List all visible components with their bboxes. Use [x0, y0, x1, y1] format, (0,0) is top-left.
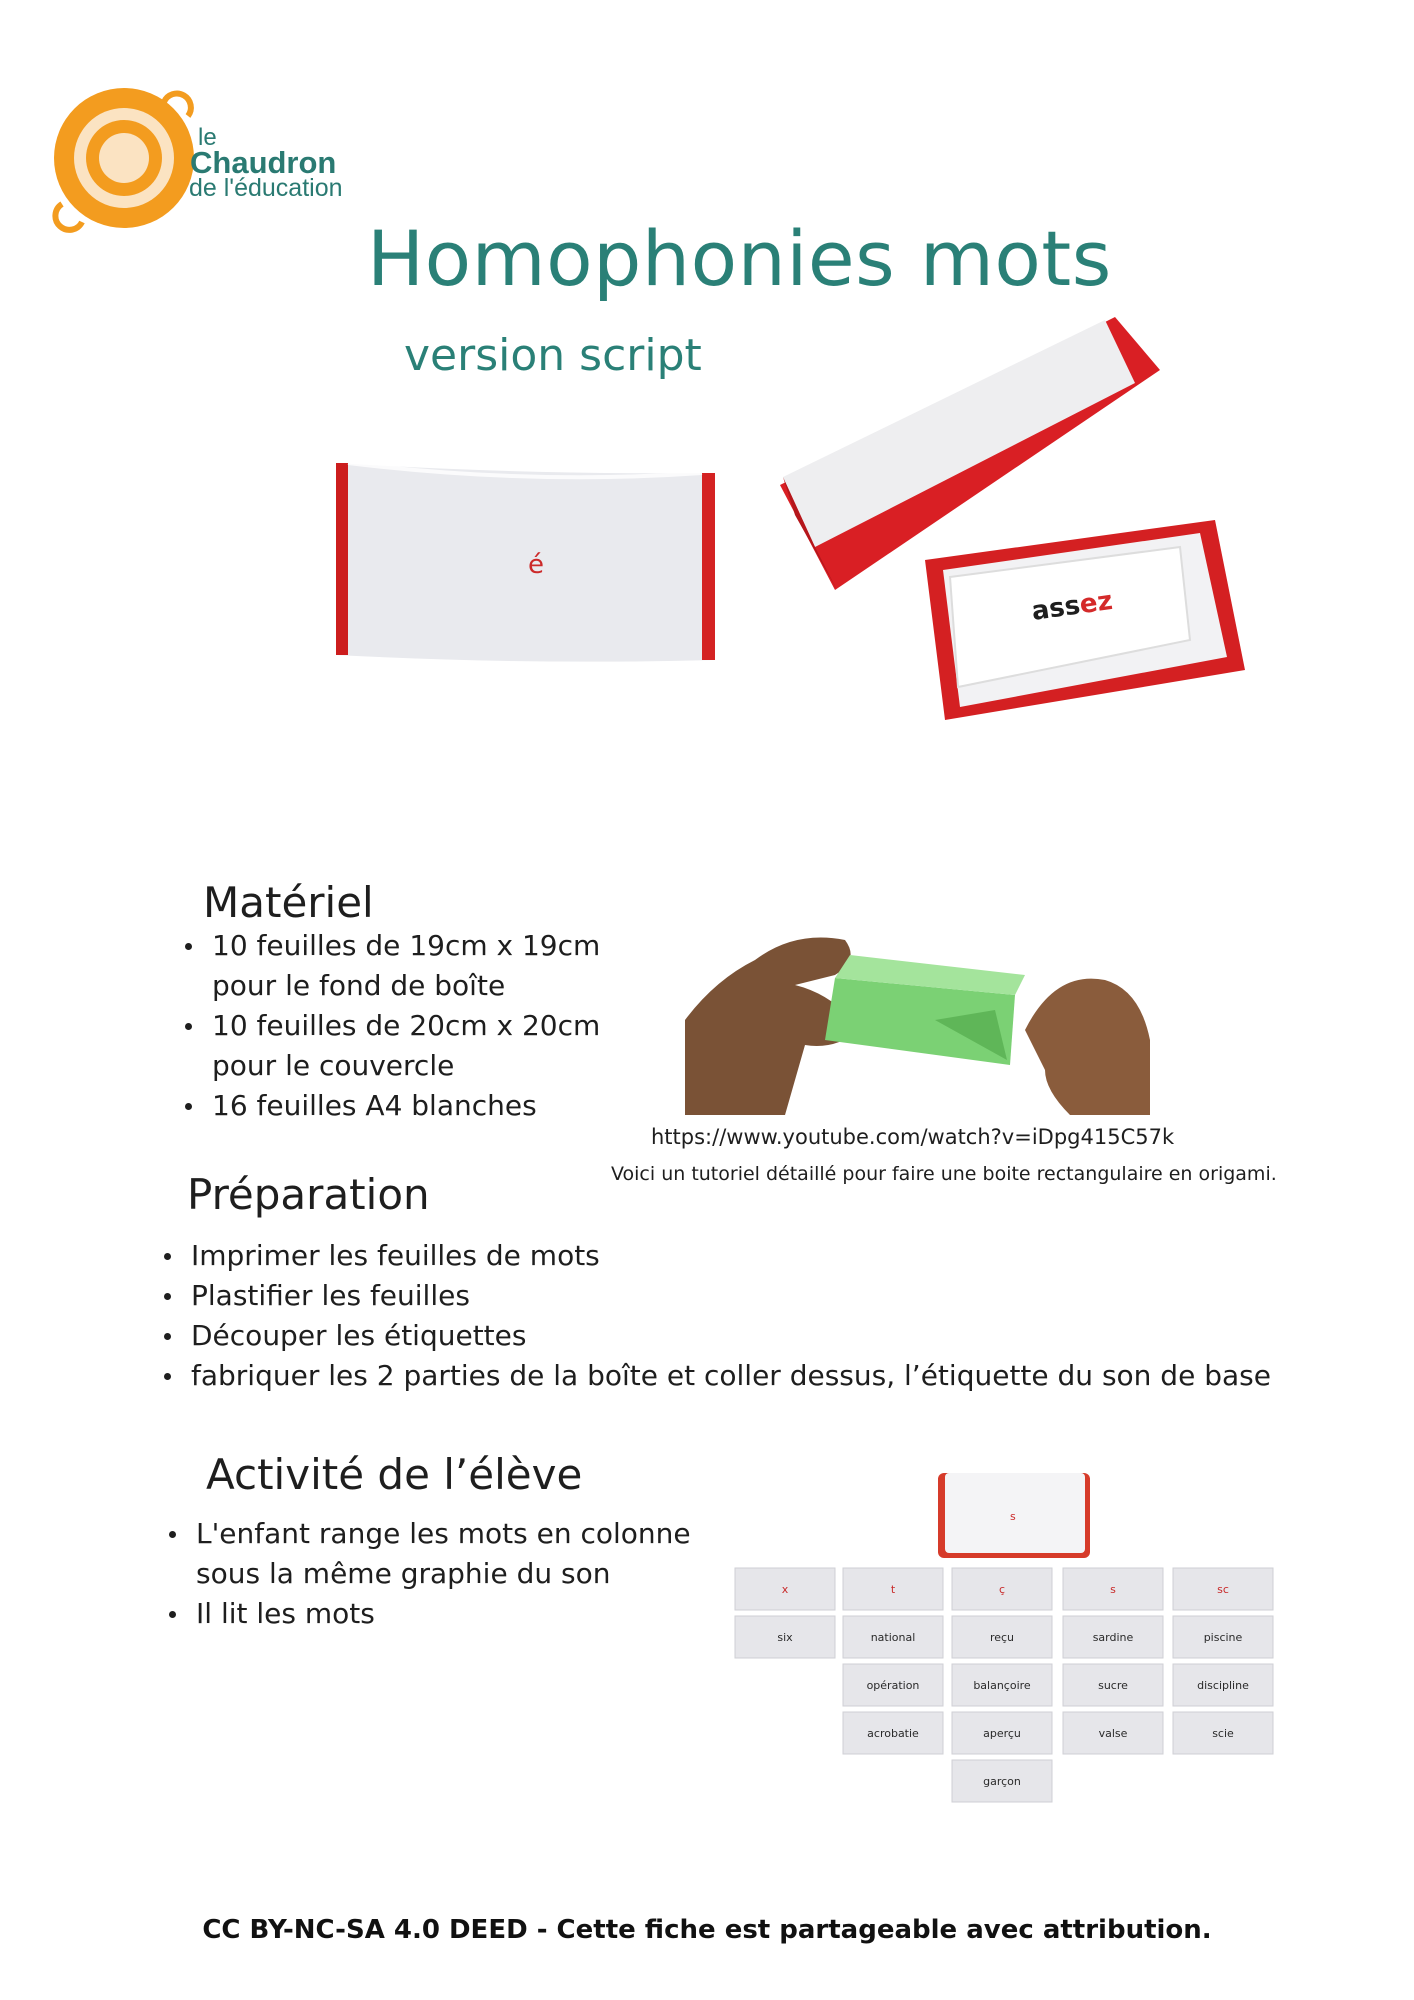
header-card	[1173, 1568, 1273, 1610]
page-title: Homophonies mots	[367, 214, 1112, 303]
header-card	[1063, 1568, 1163, 1610]
materiel-title: Matériel	[203, 878, 374, 927]
header-card	[843, 1568, 943, 1610]
list-item: Il lit les mots	[196, 1594, 716, 1634]
card-word: valse	[1098, 1727, 1128, 1740]
preparation-title: Préparation	[187, 1170, 430, 1219]
card-word: s	[1110, 1583, 1116, 1596]
card-word: balançoire	[973, 1679, 1031, 1692]
header-card	[952, 1568, 1052, 1610]
activite-list	[196, 1514, 716, 1634]
card-word-red: ez	[1077, 585, 1115, 621]
list-item: fabriquer les 2 parties de la boîte et coller dessus, l’étiquette du son de base	[191, 1356, 1291, 1396]
word-card	[1063, 1664, 1163, 1706]
card-word: sucre	[1098, 1679, 1128, 1692]
word-card	[952, 1616, 1052, 1658]
card-word: scie	[1212, 1727, 1234, 1740]
header-card	[735, 1568, 835, 1610]
logo-line-le: le	[198, 124, 217, 151]
card-word-black: ass	[1029, 590, 1083, 627]
word-card	[1063, 1616, 1163, 1658]
word-card	[1173, 1664, 1273, 1706]
list-item: Imprimer les feuilles de mots	[191, 1236, 1291, 1276]
page-subtitle: version script	[404, 330, 702, 381]
closed-box-photo	[330, 455, 720, 670]
card-word: sc	[1217, 1583, 1229, 1596]
word-card	[1173, 1712, 1273, 1754]
logo-line-education: de l'éducation	[189, 174, 343, 202]
origami-hands-photo	[685, 920, 1150, 1115]
tutorial-description: Voici un tutoriel détaillé pour faire une boite rectangulaire en origami.	[611, 1163, 1277, 1185]
logo	[52, 76, 372, 236]
license-text: CC BY-NC-SA 4.0 DEED - Cette fiche est partageable avec attribution.	[202, 1915, 1212, 1945]
word-card	[952, 1760, 1052, 1802]
card-word: garçon	[983, 1775, 1021, 1788]
card-word: discipline	[1197, 1679, 1249, 1692]
list-item: 16 feuilles A4 blanches	[212, 1086, 632, 1126]
tutorial-link[interactable]: https://www.youtube.com/watch?v=iDpg415C57k	[651, 1125, 1175, 1149]
card-word: reçu	[989, 1631, 1015, 1644]
word-card	[843, 1712, 943, 1754]
box-card-label: s	[1010, 1510, 1016, 1523]
word-card	[735, 1616, 835, 1658]
card-word: sardine	[1092, 1631, 1134, 1644]
list-item: 10 feuilles de 19cm x 19cm pour le fond de boîte	[212, 926, 632, 1006]
logo-line-chaudron: Chaudron	[190, 145, 337, 180]
word-card	[952, 1664, 1052, 1706]
word-card	[1173, 1616, 1273, 1658]
card-word: national	[870, 1631, 916, 1644]
card-word: ç	[998, 1583, 1006, 1596]
card-word: six	[777, 1631, 793, 1644]
list-item: L'enfant range les mots en colonne sous la même graphie du son	[196, 1514, 716, 1594]
card-word: x	[781, 1583, 789, 1596]
list-item: Plastifier les feuilles	[191, 1276, 1291, 1316]
card-word: aperçu	[983, 1727, 1021, 1740]
materiel-list	[212, 926, 632, 1126]
word-card	[843, 1664, 943, 1706]
card-word: acrobatie	[867, 1727, 919, 1740]
card-word: opération	[866, 1679, 920, 1692]
list-item: 10 feuilles de 20cm x 20cm pour le couvercle	[212, 1006, 632, 1086]
word-card	[952, 1712, 1052, 1754]
open-box-photo	[775, 315, 1260, 725]
sound-box	[938, 1473, 1090, 1558]
box-sound-label: é	[528, 550, 544, 580]
word-card	[843, 1616, 943, 1658]
card-word: t	[890, 1583, 896, 1596]
activite-title: Activité de l’élève	[206, 1450, 583, 1499]
sorted-cards-photo	[725, 1468, 1305, 1838]
word-card	[1063, 1712, 1163, 1754]
card-word: piscine	[1203, 1631, 1243, 1644]
preparation-list	[191, 1236, 1291, 1396]
list-item: Découper les étiquettes	[191, 1316, 1291, 1356]
